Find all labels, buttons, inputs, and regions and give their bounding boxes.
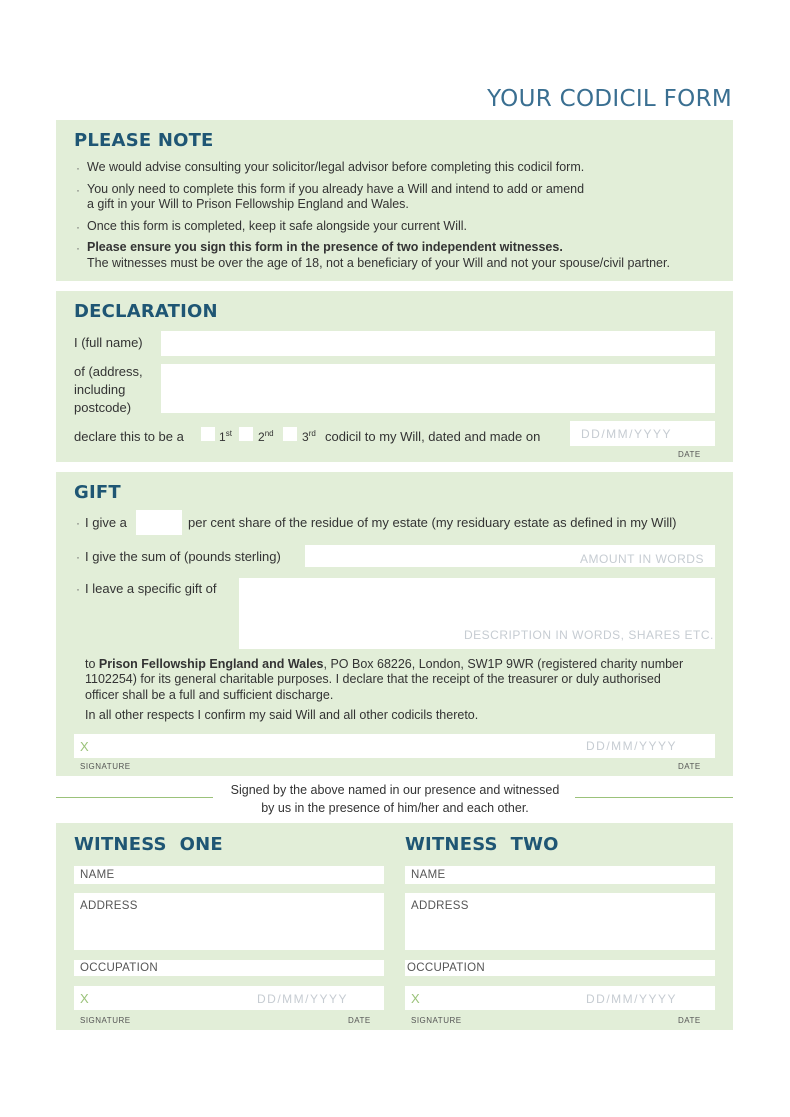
address-field[interactable]	[161, 364, 715, 413]
divider-left	[56, 797, 213, 798]
witness-two-x-mark: X	[411, 991, 420, 1006]
witness-one-name-field[interactable]	[74, 866, 384, 884]
divider-right	[575, 797, 733, 798]
witness-one-signature-label: SIGNATURE	[80, 1016, 131, 1025]
share-percent-field[interactable]	[136, 510, 182, 535]
note-item-3: Once this form is completed, keep it safe alongside your current Will.	[87, 219, 468, 233]
witness-one-address-label: ADDRESS	[80, 900, 138, 912]
witness-statement-line-2: by us in the presence of him/her and each other.	[261, 801, 529, 815]
declaration-date-hint: DD/MM/YYYY	[581, 427, 673, 441]
bullet-icon: ·	[76, 241, 80, 255]
page-title: YOUR CODICIL FORM	[487, 86, 732, 112]
declaration-date-label: DATE	[678, 450, 701, 459]
declaration-heading: DECLARATION	[74, 301, 218, 322]
third-label: 3rd	[302, 429, 316, 444]
gift-heading: GIFT	[74, 482, 121, 503]
address-label-3: postcode)	[74, 400, 132, 415]
bullet-icon: ·	[76, 183, 80, 197]
please-note-panel	[56, 120, 733, 281]
witness-two-name-label: NAME	[411, 869, 446, 881]
signature-label: SIGNATURE	[80, 762, 131, 771]
witness-one-date-hint: DD/MM/YYYY	[257, 992, 349, 1006]
witness-one-date-label: DATE	[348, 1016, 371, 1025]
address-label-1: of (address,	[74, 364, 143, 379]
witness-two-name-field[interactable]	[405, 866, 715, 884]
note-item-4: Please ensure you sign this form in the presence of two independent witnesses.	[87, 240, 563, 254]
witness-two-occupation-label: OCCUPATION	[407, 962, 485, 974]
specific-gift-label: I leave a specific gift of	[85, 581, 217, 596]
third-codicil-checkbox[interactable]	[283, 427, 297, 441]
address-label-2: including	[74, 382, 126, 397]
charity-line-2: 1102254) for its general charitable purposes. I declare that the receipt of the treasurer or duly authorised	[85, 672, 661, 686]
signature-x-mark: X	[80, 739, 89, 754]
note-item-1: We would advise consulting your solicitor/legal advisor before completing this codicil form.	[87, 160, 585, 174]
full-name-field[interactable]	[161, 331, 715, 356]
witness-two-date-hint: DD/MM/YYYY	[586, 992, 678, 1006]
first-codicil-checkbox[interactable]	[201, 427, 215, 441]
share-prefix: I give a	[85, 515, 127, 530]
note-item-4-cont: The witnesses must be over the age of 18, not a beneficiary of your Will and not your spouse/civil partner.	[87, 256, 670, 270]
witness-two-signature-label: SIGNATURE	[411, 1016, 462, 1025]
charity-line-1: to Prison Fellowship England and Wales, PO Box 68226, London, SW1P 9WR (registered charity number	[85, 657, 684, 671]
witness-one-name-label: NAME	[80, 869, 115, 881]
sum-hint: AMOUNT IN WORDS	[580, 552, 704, 566]
note-item-2-cont: a gift in your Will to Prison Fellowship England and Wales.	[87, 197, 409, 211]
full-name-label: I (full name)	[74, 335, 143, 350]
codicil-text: codicil to my Will, dated and made on	[325, 429, 541, 444]
second-codicil-checkbox[interactable]	[239, 427, 253, 441]
declare-text: declare this to be a	[74, 429, 184, 444]
bullet-icon: ·	[76, 516, 80, 530]
bullet-icon: ·	[76, 220, 80, 234]
witness-statement-line-1: Signed by the above named in our presence and witnessed	[230, 783, 560, 797]
witness-one-occupation-label: OCCUPATION	[80, 962, 158, 974]
witness-one-x-mark: X	[80, 991, 89, 1006]
specific-gift-hint: DESCRIPTION IN WORDS, SHARES ETC.	[464, 628, 714, 642]
gift-panel	[56, 472, 733, 776]
bullet-icon: ·	[76, 550, 80, 564]
second-label: 2nd	[258, 429, 274, 444]
charity-line-3: officer shall be a full and sufficient discharge.	[85, 688, 334, 702]
note-item-2: You only need to complete this form if you already have a Will and intend to add or amend	[87, 182, 585, 196]
share-suffix: per cent share of the residue of my estate (my residuary estate as defined in my Will)	[188, 515, 677, 530]
sum-label: I give the sum of (pounds sterling)	[85, 549, 281, 564]
signature-date-hint: DD/MM/YYYY	[586, 739, 678, 753]
witness-two-address-label: ADDRESS	[411, 900, 469, 912]
signature-date-label: DATE	[678, 762, 701, 771]
please-note-heading: PLEASE NOTE	[74, 130, 214, 151]
witness-two-date-label: DATE	[678, 1016, 701, 1025]
witness-one-heading: WITNESS ONE	[74, 834, 223, 855]
witness-two-heading: WITNESS TWO	[405, 834, 559, 855]
witnesses-panel	[56, 823, 733, 1030]
confirm-text: In all other respects I confirm my said Will and all other codicils thereto.	[85, 708, 479, 722]
declaration-panel	[56, 291, 733, 462]
bullet-icon: ·	[76, 582, 80, 596]
first-label: 1st	[219, 429, 232, 444]
bullet-icon: ·	[76, 161, 80, 175]
